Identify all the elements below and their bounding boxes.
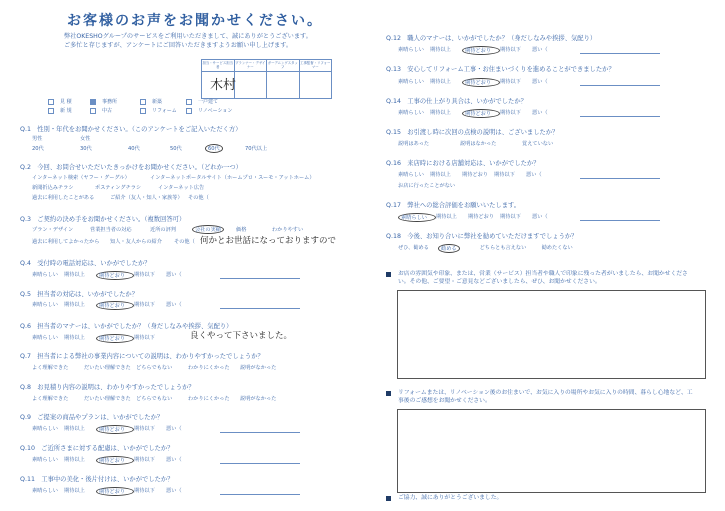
stamp-header-4: 工事監督・リフォーマー bbox=[300, 61, 331, 69]
q16-text: Q.16 来店時における店舗対応は、いかがでしたか？ bbox=[386, 160, 540, 167]
q3-opt-0[interactable]: プラン・デザイン bbox=[32, 227, 74, 233]
stamp-header-2: プランナー・デザイナー bbox=[235, 61, 266, 69]
q17-text: Q.17 弊社への総合評価をお願いいたします。 bbox=[386, 202, 521, 209]
q3-opt-7[interactable]: 知人・友人からの紹介 bbox=[110, 239, 162, 245]
stamp-header-1: 担当・サービス担当者 bbox=[202, 61, 233, 69]
intro-line-1: 弊社OKESHOグループのサービスをご利用いただきまして、誠にありがとうございます。 bbox=[64, 33, 312, 40]
staff-signature: 木村 bbox=[210, 78, 237, 93]
q2-opt-5[interactable]: 過去に利用したことがある bbox=[32, 195, 95, 201]
comment-box-2[interactable] bbox=[397, 409, 706, 493]
q7-text: Q.7 担当者による弊社の事業内容についての説明は、わかりやすかったでしょうか？ bbox=[20, 353, 264, 360]
q17-rating[interactable]: 素晴らしい 期待以上 期待どおり 期待以下 悪い（ bbox=[398, 213, 564, 222]
q14-text: Q.14 工事の仕上がり具合は、いかがでしたか？ bbox=[386, 98, 527, 105]
q12-rating[interactable]: 素晴らしい 期待以上 期待どおり 期待以下 悪い（ bbox=[398, 47, 548, 54]
q3-text: Q.3 ご契約の決め手をお聞かせください。（複数回答可） bbox=[20, 216, 186, 223]
q8-text: Q.8 お見積り内容の説明は、わかりやすかったでしょうか？ bbox=[20, 384, 195, 391]
q11-rating[interactable]: 素晴らしい 期待以上 期待どおり 期待以下 悪い（ bbox=[32, 488, 182, 495]
q1-opt-70s[interactable]: 70代以上 bbox=[245, 146, 268, 152]
bullet-icon bbox=[386, 272, 391, 277]
checkbox-7[interactable]: リノベーション bbox=[186, 107, 232, 114]
q8-rating[interactable]: よく理解できた だいたい理解できた どちらでもない わかりにくかった 説明がなかった bbox=[32, 396, 277, 402]
q3-opt-2[interactable]: 近所の評判 bbox=[150, 227, 176, 233]
q2-opt-0[interactable]: インターネット検索（ヤフー・グーグル） bbox=[32, 175, 130, 181]
q11-text: Q.11 工事中の美化・後片付けは、いかがでしたか？ bbox=[20, 476, 174, 483]
q12-text: Q.12 職人のマナーは、いかがでしたか？（身だしなみや挨拶、気配り） bbox=[386, 35, 597, 42]
intro-text bbox=[64, 32, 344, 50]
checkbox-5[interactable]: リフォーム bbox=[140, 107, 177, 114]
q15-text: Q.15 お引渡し時に次回の点検の説明は、ございましたか？ bbox=[386, 129, 559, 136]
q2-opt-4[interactable]: インターネット広告 bbox=[158, 185, 205, 191]
comment-box-1[interactable] bbox=[397, 290, 706, 379]
q16-no-visit[interactable]: お店に行ったことがない bbox=[398, 183, 456, 189]
q9-rating[interactable]: 素晴らしい 期待以上 期待どおり 期待以下 悪い（ bbox=[32, 426, 182, 433]
comment-prompt-2: リフォームまたは、リノベーション後のお住まいで、お気に入りの場所やお気に入りの時間、暮らし心地など、工事後のご感想をお聞かせください。 bbox=[398, 390, 693, 404]
bullet-icon bbox=[386, 391, 391, 396]
q3-handwritten-answer: 何かとお世話になっておりますので bbox=[200, 236, 337, 246]
thank-you-footer: ご協力、誠にありがとうございました。 bbox=[398, 495, 503, 501]
q1-opt-female[interactable]: 女性 bbox=[80, 136, 91, 142]
q15-rating[interactable]: 説明はあった 説明はなかった 覚えていない bbox=[398, 141, 554, 147]
q1-opt-50s[interactable]: 50代 bbox=[170, 146, 182, 152]
q1-opt-20s[interactable]: 20代 bbox=[32, 146, 44, 152]
q2-opt-2[interactable]: 新聞折込みチラシ bbox=[32, 185, 74, 191]
checkbox-3[interactable]: 中古 bbox=[90, 107, 112, 114]
checkbox-1[interactable]: 新 規 bbox=[48, 107, 72, 114]
q18-rating[interactable]: ぜひ、勧める 勧める どちらとも言えない 勧めたくない bbox=[398, 245, 573, 252]
q13-text: Q.13 安心してリフォーム工事・お住まいづくりを進めることができましたか？ bbox=[386, 66, 615, 73]
q4-rating[interactable]: 素晴らしい 期待以上 期待どおり 期待以下 悪い（ bbox=[32, 272, 182, 279]
q1-opt-male[interactable]: 男性 bbox=[32, 136, 43, 142]
q2-opt-6[interactable]: ご紹介（友人・知人・家族等） bbox=[110, 195, 183, 201]
q2-opt-1[interactable]: インターネットポータルサイト（ホームプロ・スーモ・アットホーム） bbox=[150, 175, 315, 181]
q1-opt-30s[interactable]: 30代 bbox=[80, 146, 92, 152]
bullet-icon bbox=[386, 496, 391, 501]
q6-text: Q.6 担当者のマナーは、いかがでしたか？（身だしなみや挨拶、気配り） bbox=[20, 323, 233, 330]
q4-text: Q.4 受付時の電話対応は、いかがでしたか？ bbox=[20, 260, 151, 267]
q3-opt-4[interactable]: 価格 bbox=[236, 227, 247, 233]
survey-title: お客様のお声をお聞かせください。 bbox=[67, 13, 323, 29]
q1-opt-60s[interactable]: 60代 bbox=[205, 144, 223, 153]
q1-text: Q.1 性別・年代をお聞かせください。（このアンケートをご記入いただく方） bbox=[20, 126, 242, 133]
q16-rating[interactable]: 素晴らしい 期待以上 期待どおり 期待以下 悪い（ bbox=[398, 172, 542, 178]
q10-rating[interactable]: 素晴らしい 期待以上 期待どおり 期待以下 悪い（ bbox=[32, 457, 182, 464]
q3-opt-6[interactable]: 過去に利用してよかったから bbox=[32, 239, 100, 245]
comment-prompt-1: お店の雰囲気や印象、または、営業（サービス）担当者や職人で印象に残った者がいましたら、お聞かせください。その他、ご要望・ご意見などございましたら、ぜひ、お聞かせください。 bbox=[398, 271, 688, 285]
q2-opt-7[interactable]: その他（ bbox=[188, 195, 209, 201]
q18-text: Q.18 今後、お知り合いに弊社を勧めていただけますでしょうか？ bbox=[386, 233, 578, 240]
q13-rating[interactable]: 素晴らしい 期待以上 期待どおり 期待以下 悪い（ bbox=[398, 79, 548, 86]
q5-rating[interactable]: 素晴らしい 期待以上 期待どおり 期待以下 悪い（ bbox=[32, 302, 182, 309]
q9-text: Q.9 ご提案の商品やプランは、いかがでしたか？ bbox=[20, 414, 164, 421]
q3-opt-1[interactable]: 営業担当者の対応 bbox=[90, 227, 132, 233]
q3-opt-8[interactable]: その他（ bbox=[174, 239, 195, 245]
q14-rating[interactable]: 素晴らしい 期待以上 期待どおり 期待以下 悪い（ bbox=[398, 110, 548, 117]
q3-opt-5[interactable]: わかりやすい bbox=[272, 227, 304, 233]
q10-text: Q.10 ご近所さまに対する配慮は、いかがでしたか？ bbox=[20, 445, 174, 452]
q1-opt-40s[interactable]: 40代 bbox=[128, 146, 140, 152]
q2-opt-3[interactable]: ポスティングチラシ bbox=[95, 185, 142, 191]
intro-line-2: ご多忙と存じますが、アンケートにご回答いただきますようお願い申し上げます。 bbox=[64, 42, 293, 49]
q3-opt-3[interactable]: 会社の実績 bbox=[192, 225, 224, 234]
q6-rating[interactable]: 素晴らしい 期待以上 期待どおり 期待以下 bbox=[32, 335, 155, 342]
q5-text: Q.5 担当者の対応は、いかがでしたか？ bbox=[20, 291, 139, 298]
q6-handwritten-answer: 良くやって下さいました。 bbox=[190, 331, 293, 341]
q7-rating[interactable]: よく理解できた だいたい理解できた どちらでもない わかりにくかった 説明がなかった bbox=[32, 365, 277, 371]
checkbox-6[interactable]: 一戸建て bbox=[186, 98, 218, 105]
checkbox-2[interactable]: 事務所 bbox=[90, 98, 117, 105]
q2-text: Q.2 今回、お問合せいただいたきっかけをお聞かせください。（どれか一つ） bbox=[20, 164, 242, 171]
checkbox-0[interactable]: 見 積 bbox=[48, 98, 72, 105]
checkbox-4[interactable]: 新築 bbox=[140, 98, 162, 105]
stamp-header-3: ガーデニングスタッフ bbox=[267, 61, 298, 69]
